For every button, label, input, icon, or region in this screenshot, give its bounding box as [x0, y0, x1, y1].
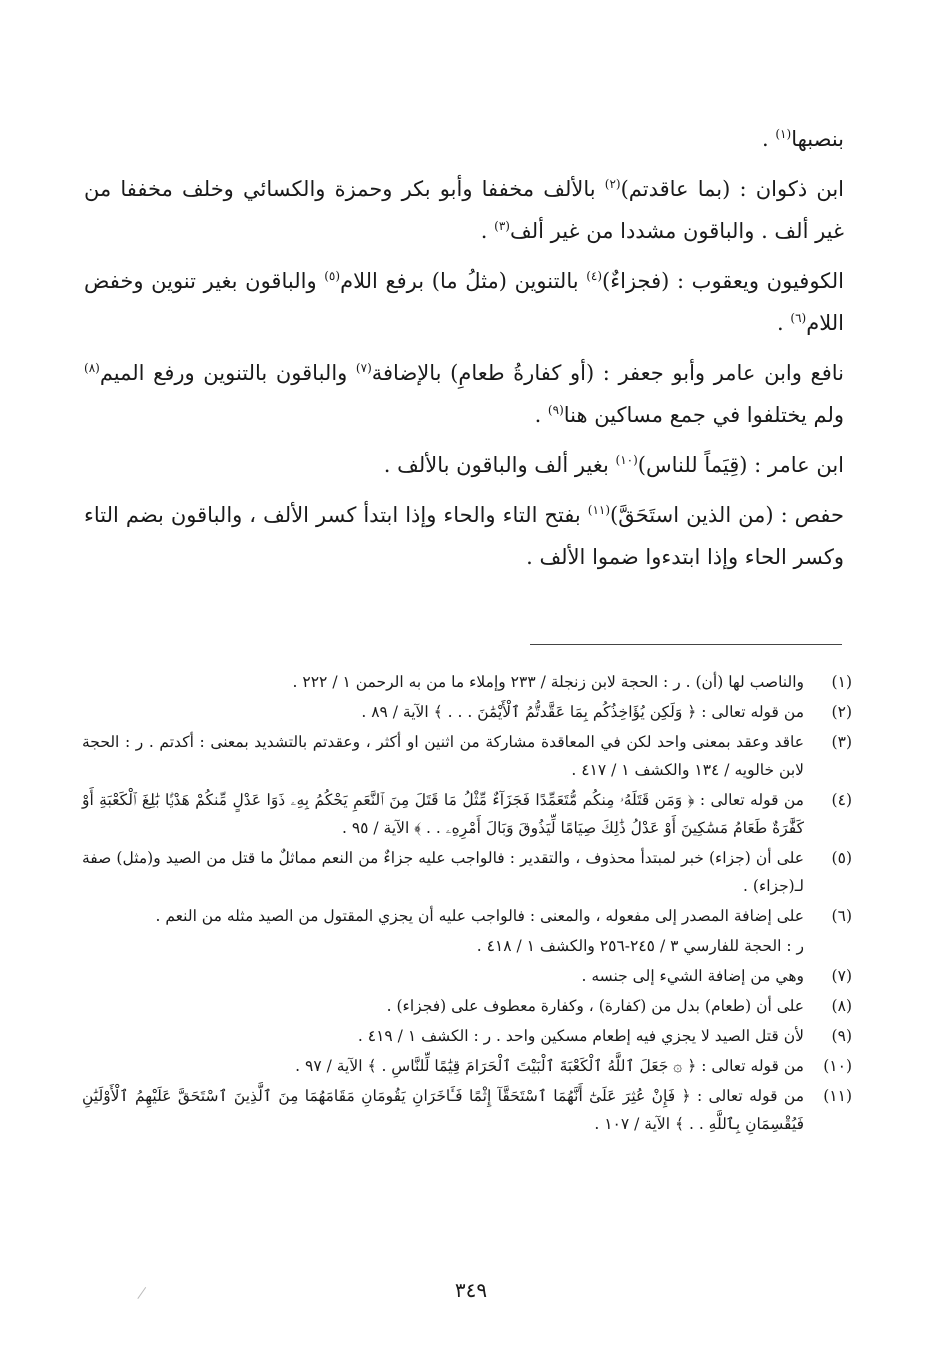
text-segment: الكوفيون ويعقوب : (فجزاءٌ)	[602, 269, 845, 293]
footnote-text: والناصب لها (أن) . ر : الحجة لابن زنجلة / ٢٣٣ وإملاء ما من به الرحمن ١ / ٢٢٢ .	[292, 673, 804, 691]
footnote-number: (٦)	[831, 907, 852, 925]
page-number: ٣٤٩	[454, 1278, 488, 1302]
footnote-reference[interactable]: (٤)	[586, 269, 603, 283]
text-paragraph	[84, 352, 844, 436]
text-segment: .	[777, 311, 791, 335]
text-segment: بفتح التاء والحاء وإذا ابتدأ كسر الألف ، والباقون بضم التاء وكسر الحاء وإذا ابتدءوا ضموا الألف .	[84, 503, 844, 569]
text-paragraph	[84, 168, 844, 252]
footnote-number: (٨)	[831, 997, 852, 1015]
text-segment: .	[480, 219, 495, 243]
footnote	[82, 1022, 852, 1050]
footnote	[82, 1052, 852, 1080]
text-segment: ابن ذكوان : (بما عاقدتم)	[620, 177, 844, 201]
text-segment: حفص : (من الذين استَحَقَّ)	[610, 503, 844, 527]
text-segment: نافع وابن عامر وأبو جعفر : (أو كفارةُ طعامِ) بالإضافة	[371, 361, 844, 385]
footnote	[82, 786, 852, 842]
footnote-reference[interactable]: (١)	[775, 127, 792, 141]
footnote-text: عاقد وعقد بمعنى واحد لكن في المعاقدة مشاركة من اثنين او أكثر ، وعقدتم بالتشديد بمعنى : أكدتم . ر : الحجة لابن خالويه / ١٣٤ والكشف ١ / ٤١٧ .	[82, 733, 804, 779]
footnote	[82, 698, 852, 726]
footnote-number: (١٠)	[823, 1057, 852, 1075]
footnote-reference[interactable]: (٥)	[324, 269, 341, 283]
text-segment: والباقون بالتنوين ورفع الميم	[99, 361, 356, 385]
footnote-reference[interactable]: (١٠)	[615, 453, 638, 467]
text-paragraph	[84, 444, 844, 486]
text-segment: بالتنوين (مثلُ ما) برفع اللام	[340, 269, 587, 293]
text-segment: .	[762, 127, 776, 151]
footnote-reference[interactable]: (٨)	[84, 361, 100, 375]
text-segment: بنصبها	[791, 127, 844, 151]
footnote	[82, 902, 852, 930]
text-segment: ولم يختلفوا في جمع مساكين هنا	[563, 403, 844, 427]
footnote-text: على إضافة المصدر إلى مفعوله ، والمعنى : فالواجب عليه أن يجزي المقتول من الصيد مثله من النعم .	[155, 907, 804, 925]
footnote-reference[interactable]: (٦)	[790, 311, 807, 325]
text-segment: بغير ألف والباقون بالألف .	[383, 453, 616, 477]
footnote-reference[interactable]: (٢)	[604, 177, 621, 191]
footnote-number: (٧)	[831, 967, 852, 985]
text-segment: ابن عامر : (قِيَماً للناس)	[637, 453, 844, 477]
footnote-reference[interactable]: (٣)	[494, 219, 510, 233]
footnote-number: (٢)	[831, 703, 852, 721]
footnote-text: وهي من إضافة الشيء إلى جنسه .	[581, 967, 804, 985]
text-paragraph	[84, 260, 844, 344]
text-segment: بالألف مخففا وأبو بكر وحمزة والكسائي وخلف مخففا من غير ألف . والباقون مشددا من غير ألف	[84, 177, 844, 243]
text-paragraph	[84, 118, 844, 160]
footnote	[82, 1082, 852, 1138]
footnote	[82, 668, 852, 696]
footnote-text: على أن (جزاء) خبر لمبتدأ محذوف ، والتقدير : فالواجب عليه جزاءٌ من النعم مماثلٌ ما قتل من الصيد و(مثل) صفة لـ(جزاء) .	[82, 849, 804, 895]
footnote-text: من قوله تعالى : ﴿ وَمَن قَتَلَهُۥ مِنكُم مُّتَعَمِّدًا فَجَزَآءٌ مِّثْلُ مَا قَتَلَ مِنَ ٱلنَّعَمِ يَحْكُمُ بِهِۦ ذَوَا عَدْلٍ مِّنكُمْ هَدْيًۢا بَٰلِغَ ٱلْكَعْبَةِ أَوْ كَفَّٰرَةٌ طَعَامُ مَسَٰكِينَ أَوْ عَدْلُ ذَٰلِكَ صِيَامًا لِّيَذُوقَ وَبَالَ أَمْرِهِۦ . . ﴾ الآية / ٩٥ .	[82, 791, 804, 837]
footnote-number: (٥)	[831, 849, 852, 867]
footnote-text: لأن قتل الصيد لا يجزي فيه إطعام مسكين واحد . ر : الكشف ١ / ٤١٩ .	[357, 1027, 804, 1045]
footnotes-section	[82, 668, 852, 1140]
footnote-continuation: ر : الحجة للفارسي ٣ / ٢٤٥-٢٥٦ والكشف ١ / ٤١٨ .	[476, 937, 804, 955]
footnote-number: (٤)	[831, 791, 852, 809]
text-segment: .	[534, 403, 548, 427]
footnote-number: (١)	[831, 673, 852, 691]
footnote-text: من قوله تعالى : ﴿ فَإِنْ عُثِرَ عَلَىٰٓ أَنَّهُمَا ٱسْتَحَقَّآ إِثْمًا فَـَٔاخَرَانِ يَقُومَانِ مَقَامَهُمَا مِنَ ٱلَّذِينَ ٱسْتَحَقَّ عَلَيْهِمُ ٱلْأَوْلَيَٰنِ فَيُقْسِمَانِ بِٱللَّهِ . . ﴾ الآية / ١٠٧ .	[82, 1087, 804, 1133]
footnote-text: من قوله تعالى : ﴿ ۞ جَعَلَ ٱللَّهُ ٱلْكَعْبَةَ ٱلْبَيْتَ ٱلْحَرَامَ قِيَٰمًا لِّلنَّاسِ . ﴾ الآية / ٩٧ .	[295, 1057, 804, 1075]
footnote	[82, 728, 852, 784]
footnote-text: على أن (طعام) بدل من (كفارة) ، وكفارة معطوف على (فجزاء) .	[386, 997, 804, 1015]
footnote-number: (١١)	[823, 1087, 852, 1105]
footnote-number: (٣)	[831, 733, 852, 751]
footnote-reference[interactable]: (٩)	[547, 403, 564, 417]
footnote-text: من قوله تعالى : ﴿ وَلَكِن يُؤَاخِذُكُم بِمَا عَقَّدتُّمُ ٱلْأَيْمَٰنَ . . . ﴾ الآية / ٨٩ .	[361, 703, 804, 721]
footnote-reference[interactable]: (١١)	[587, 503, 611, 517]
footnote	[82, 844, 852, 900]
footnote-reference[interactable]: (٧)	[355, 361, 372, 375]
main-text-body	[84, 118, 844, 586]
text-segment: والباقون بغير تنوين وخفض اللام	[84, 269, 844, 335]
footnote	[82, 962, 852, 990]
footnote-separator	[530, 644, 842, 645]
footnote-number: (٩)	[831, 1027, 852, 1045]
text-paragraph	[84, 494, 844, 578]
footnote	[82, 992, 852, 1020]
